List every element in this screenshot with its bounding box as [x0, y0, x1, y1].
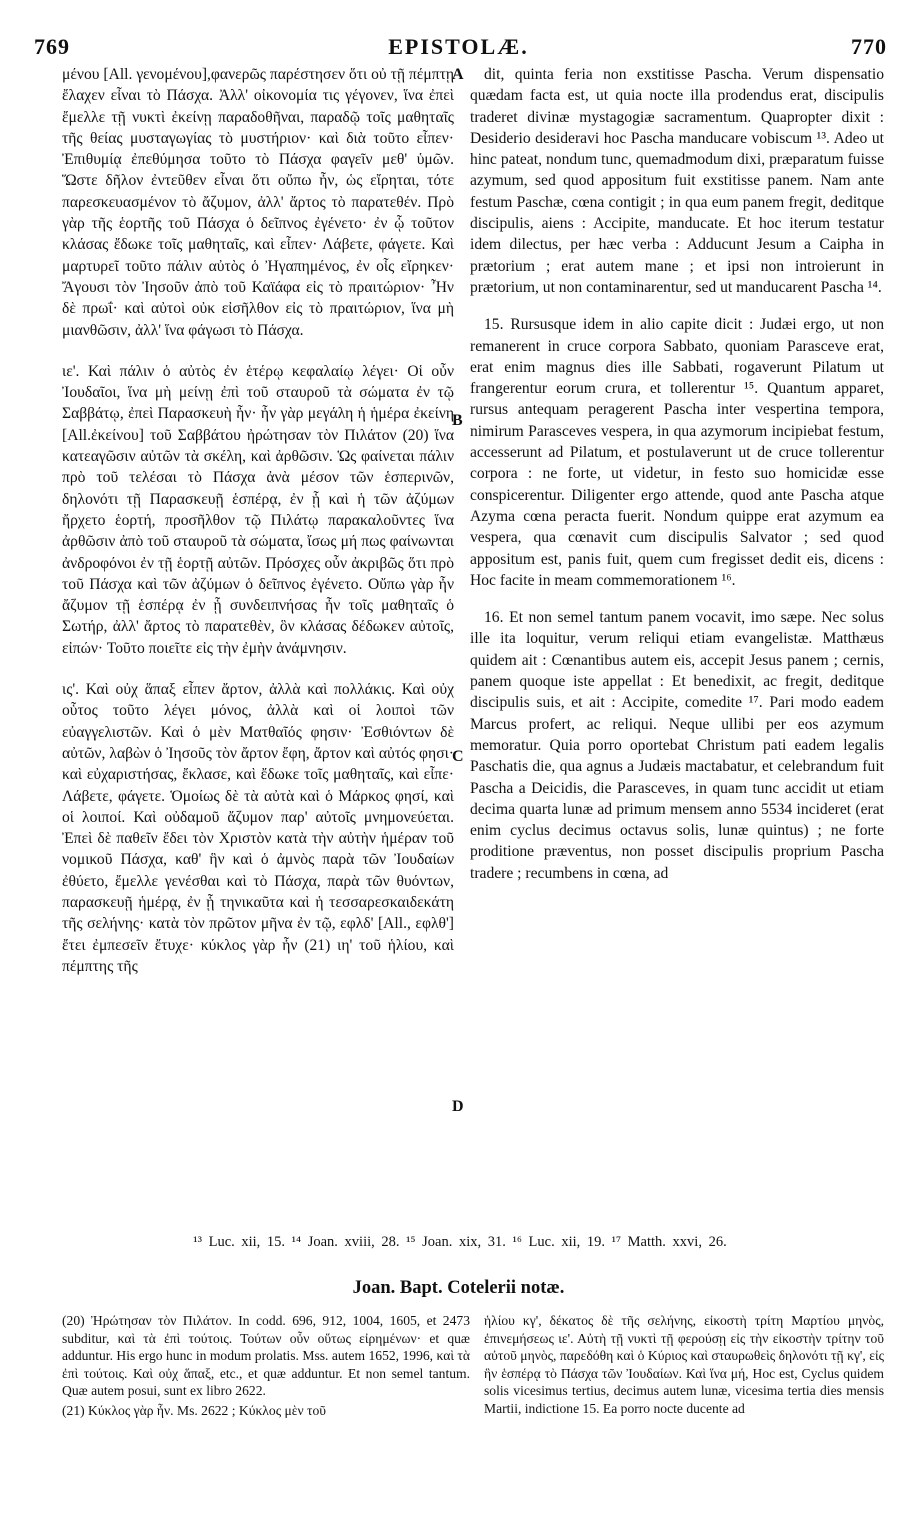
greek-text-column [62, 64, 454, 977]
notes-right-column [484, 1312, 884, 1418]
page-number-left: 769 [34, 34, 70, 59]
latin-paragraph: dit, quinta feria non exstitisse Pascha. Verum dispensatio quædam facta est, ut quia nocte illa prodendus erat, discipulis traderet divinæ mystagogiæ sacramentum. Quapropter dixit : Desiderio desideravi hoc Pascha manducare vobiscum ¹³. Adeo ut hinc pateat, nondum tunc, quemadmodum dixi, præparatum fuisse azymum, sed quod appositum fuit exstitisse panem. Nam ante festum Paschæ, cœna contigit ; in qua eum panem fregit, deditque discipulis, aiens : Accipite, manducate. Et hoc iterum testatur idem dilectus, per hæc verba : Adducunt Jesum a Caipha in prætorium ; erat autem mane ; et ipsi non introierunt in prætorium, ut non contaminarentur, sed ut manducarent Pascha ¹⁴. [470, 66, 884, 296]
greek-paragraph: μένου [All. γενομένου],φανερῶς παρέστησεν ὅτι οὐ τῇ πέμπτῃ ἔλαχεν εἶναι τὸ Πάσχα. Ἀλλ' οἰκονομία τις γέγονεν, ἵνα ἐπεὶ ἔμελλε τῇ νυκτὶ ἐκείνῃ παραδοθῆναι, παραδῷ τοῖς μαθηταῖς τῆς θείας μυσταγωγίας τὸ μυστήριον· καὶ διὰ τοῦτο εἶπεν· Ἐπιθυμίᾳ ἐπεθύμησα τοῦτο τὸ Πάσχα φαγεῖν μεθ' ὑμῶν. Ὥστε δῆλον ἐντεῦθεν εἶναι ὅτι οὔπω ἦν, ὡς εἴρηται, τότε παρεσκευασμένον τὸ ἄζυμον, ἀλλ' ἄρτος τὸ παρατεθέν. Πρὸ γὰρ τῆς ἑορτῆς τοῦ Πάσχα ὁ δεῖπνος ἐγένετο· ἐν ᾧ τοῦτον κλάσας ἔδωκε τοῖς μαθηταῖς, καὶ εἶπεν· Λάβετε, φάγετε. Καὶ μαρτυρεῖ τοῦτο πάλιν αὐτὸς ὁ Ἠγαπημένος, ἐν οἷς εἴρηκεν· Ἄγουσι τὸν Ἰησοῦν ἀπὸ τοῦ Καϊάφα εἰς τὸ πραιτώριον· Ἦν δὲ πρωΐ· καὶ αὐτοὶ οὐκ εἰσῆλθον εἰς τὸ πραιτώριον, ἵνα μὴ μιανθῶσιν, ἀλλ' ἵνα φάγωσι τὸ Πάσχα. [62, 66, 454, 339]
latin-paragraph: 15. Rursusque idem in alio capite dicit : Judæi ergo, ut non remanerent in cruce corpora Sabbato, quoniam Parasceve erat, erat enim magnus dies ille Sabbati, rogaverunt Pilatum ut frangerentur eorum crura, et tollerentur ¹⁵. Quantum apparet, rursus antequam peragerent Pascha inter vespertina tempora, nimirum Parasceves vespera, in qua azymorum incipiebat festum, accesserunt ad Pilatum, et postulaverunt ut de cruce tollerentur corpora : ne forte, ut videtur, in festo suo homicidæ esse conspicerentur. Diligenter ergo attende, quod ante Pascha atque Azyma cœna peracta fuerit. Nondum quippe erat azymum ea vespera, qua cœnavit cum discipulis Salvator ; sed quod appositum est, panis fuit, quem cum fregisset dedit eis, dicens : Hoc facite in meam commemorationem ¹⁶. [470, 316, 884, 589]
note-paragraph: (21) Κύκλος γὰρ ἦν. Ms. 2622 ; Κύκλος μὲν τοῦ [62, 1402, 327, 1418]
page-number-right: 770 [851, 34, 887, 59]
margin-marker-a: A [452, 66, 464, 83]
note-paragraph: ἡλίου κγ', δέκατος δὲ τῆς σελήνης, εἰκοστὴ τρίτη Μαρτίου μηνὸς, ἐπινεμήσεως ιε'. Αὐτὴ τῇ νυκτὶ τῇ φερούσῃ εἰς τὴν εἰκοστὴν τρίτην τοῦ αὐτοῦ μηνὸς, παρεδόθη καὶ ὁ Κύριος καὶ σταυρωθεὶς δηλονότι τῇ κγ', εἰς ἣν ἑσπέρᾳ τὸ Πάσχα τῶν Ἰουδαίων. Καὶ ἵνα μή, Hoc est, Cyclus quidem solis vicesimus tertius, decimus autem lunæ, vicesima tertia dies mensis Martii, indictione 15. Ea porro nocte ducente ad [484, 1313, 884, 1416]
latin-text-column [470, 64, 884, 884]
scripture-references: ¹³ Luc. xii, 15. ¹⁴ Joan. xviii, 28. ¹⁵ Joan. xix, 31. ¹⁶ Luc. xii, 19. ¹⁷ Matth. xxvi, 26. [193, 1234, 727, 1250]
note-paragraph: (20) Ἠρώτησαν τὸν Πιλάτον. In codd. 696, 912, 1004, 1605, et 2473 subditur, καὶ τὰ ἐπὶ τούτοις. Τούτων οὖν οὕτως εἰρημένων· et quæ adduntur. His ergo hunc in modum prolatis. Mss. autem 1652, 1996, καὶ τὰ ἐπὶ τούτοις. Καὶ οὐχ ἅπαξ, etc., et quæ adduntur. Et non semel tantum. Quæ autem posui, sunt ex libro 2622. [62, 1313, 470, 1399]
margin-marker-c: C [452, 748, 464, 765]
margin-marker-d: D [452, 1098, 464, 1115]
margin-marker-b: B [452, 412, 463, 429]
greek-paragraph: ιε'. Καὶ πάλιν ὁ αὐτὸς ἐν ἑτέρῳ κεφαλαίῳ λέγει· Οἱ οὖν Ἰουδαῖοι, ἵνα μὴ μείνῃ ἐπὶ τοῦ σταυροῦ τὰ σώματα ἐν τῷ Σαββάτῳ, ἐπεὶ Παρασκευὴ ἦν· ἦν γὰρ μεγάλη ἡ ἡμέρα ἐκείνη [All.ἐκείνου] τοῦ Σαββάτου ἠρώτησαν τὸν Πιλάτον (20) ἵνα κατεαγῶσιν αὐτῶν τὰ σκέλη, καὶ ἀρθῶσιν. Ὡς φαίνεται πάλιν πρὸ τοῦ τελέσαι τὸ Πάσχα ἀνὰ μέσον τῶν ἑσπερινῶν, δηλονότι τῇ Παρασκευῇ ἑσπέρᾳ, ἐν ᾗ καὶ ἡ τῶν ἀζύμων ἤρχετο ἑορτή, προσῆλθον τῷ Πιλάτῳ παρακαλοῦντες ἵνα ἀρθῶσιν ἀπὸ τοῦ σταυροῦ τὰ σώματα, ἴσως μή πως φαίνωνται ἀνδροφόνοι ἐν τῇ ἑορτῇ αὐτῶν. Πρόσχες οὖν ἀκριβῶς ὅτι πρὸ τοῦ Πάσχα καὶ τῶν ἀζύμων ὁ δεῖπνος ἐγένετο. Οὔπω γὰρ ἦν ἄζυμον τῇ ἑσπέρᾳ ἐν ᾗ συνδειπνήσας ἦν τοῖς μαθηταῖς ὁ Σωτήρ, ἀλλ' ἄρτος τὸ παρατεθὲν, ὃν κλάσας δέδωκεν αὐτοῖς, εἰπών· Τοῦτο ποιεῖτε εἰς τὴν ἐμὴν ἀνάμνησιν. [62, 362, 454, 657]
notes-left-column [62, 1312, 470, 1420]
latin-paragraph: 16. Et non semel tantum panem vocavit, imo sæpe. Nec solus ille ita loquitur, verum reliqui etiam evangelistæ. Matthæus quidem ait : Cœnantibus autem eis, accepit Jesus panem ; cernis, panem quoque iste appellat : Et benedixit, ac fregit, deditque discipulis suis, et ait : Accipite, comedite ¹⁷. Pari modo eadem Marcus profert, ac reliqui. Neque ullibi per eos azymum memoratur. Quia porro oportebat Christum pati eadem legalis Paschatis die, qua agnus a Judæis mactabatur, et celebrandum fuit Pascha a Deicidis, die Parasceves, in quam tunc accidit ut etiam decima quarta lunæ ad primum mensem anno 5534 incideret (erat enim cyclus decimus octavus solis, lunæ quintus) ; ne forte proditione præventus, non posset discipulis proprium Pascha tradere ; recumbens in cœna, ad [470, 609, 884, 882]
greek-paragraph: ις'. Καὶ οὐχ ἅπαξ εἶπεν ἄρτον, ἀλλὰ καὶ πολλάκις. Καὶ οὐχ οὗτος τοῦτο λέγει μόνος, ἀλλὰ καὶ οἱ λοιποὶ τῶν εὐαγγελιστῶν. Καὶ ὁ μὲν Ματθαῖός φησιν· Ἐσθιόντων δὲ αὐτῶν, λαβὼν ὁ Ἰησοῦς τὸν ἄρτον ἔφη, ἄρτον καὶ αὐτός φησι· καὶ εὐχαριστήσας, ἔκλασε, καὶ ἔδωκε τοῖς μαθηταῖς, καὶ εἶπε· Λάβετε, φάγετε. Ὁμοίως δὲ τὰ αὐτὰ καὶ ὁ Μάρκος φησί, καὶ οἱ λοιποί. Καὶ οὐδαμοῦ ἄζυμον παρ' αὐτοῖς μνημονεύεται. Ἐπεὶ δὲ παθεῖν ἔδει τὸν Χριστὸν κατὰ τὴν αὐτὴν ἡμέραν τοῦ νομικοῦ Πάσχα, καθ' ἣν καὶ ὁ ἀμνὸς παρὰ τῶν Ἰουδαίων ἐθύετο, ἔμελλε γενέσθαι καὶ τὸ Πάσχα, παρὰ τῶν θυόντων, παρασκευῇ ἡμέρᾳ, ἐν ᾗ τηνικαῦτα καὶ ἡ τεσσαρεσκαιδεκάτη τῆς σελήνης· κατὰ τὸν πρῶτον μῆνα ἐν τῷ, εφλδ' [All., εφλθ'] ἔτει ἐμπεσεῖν ἔτυχε· κύκλος γὰρ ἦν (21) ιη' τοῦ ἡλίου, καὶ πέμπτης τῆς [62, 681, 454, 975]
notes-title: Joan. Bapt. Cotelerii notæ. [352, 1278, 565, 1298]
running-title: EPISTOLÆ. [388, 34, 529, 59]
